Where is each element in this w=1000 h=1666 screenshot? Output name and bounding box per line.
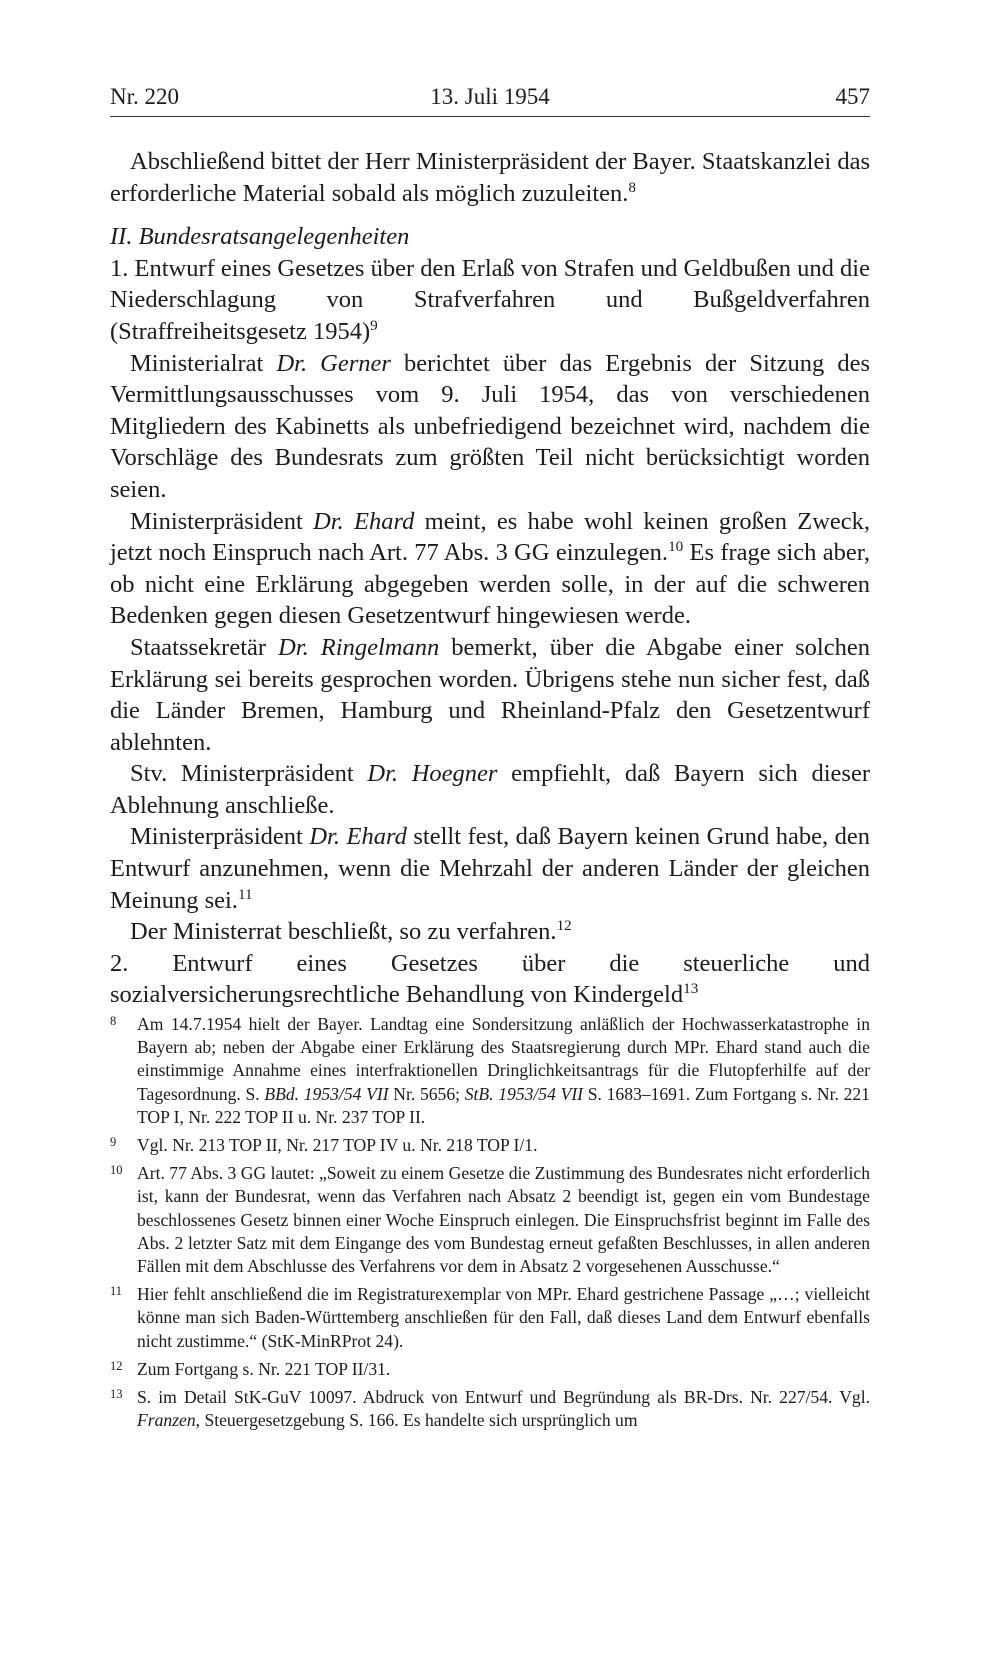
footnote-ref: 11 xyxy=(237,885,253,903)
person-name: Dr. Ehard xyxy=(309,823,407,851)
person-name: Dr. Ehard xyxy=(313,507,415,535)
footnote: 13 S. im Detail StK-GuV 10097. Abdruck von Entwurf und Begründung als BR-Drs. Nr. 227/54. Vgl. Franzen, Steuergesetzgebung S. 166. Es handelte sich ursprünglich um xyxy=(110,1386,870,1432)
footnote-ref: 9 xyxy=(370,316,378,334)
footnote-number: 13 xyxy=(110,1387,123,1402)
main-text xyxy=(110,146,870,1011)
paragraph: Ministerpräsident Dr. Ehard stellt fest, daß Bayern keinen Grund habe, den Entwurf anzunehmen, wenn die Mehrzahl der anderen Länder der gleichen Meinung sei.$^{11}$ xyxy=(110,823,871,914)
footnote-number: 8 xyxy=(110,1014,117,1028)
footnote-number: 12 xyxy=(110,1358,123,1373)
person-name: Dr. Gerner xyxy=(276,349,391,377)
footnote: 10 Art. 77 Abs. 3 GG lautet: „Soweit zu einem Gesetze die Zustimmung des Bundesrates nicht erforderlich ist, kann der Bundesrat, wenn das Verfahren nach Absatz 2 beendigt ist, gegen ein vom Bundestage beschlossenes Gesetz binnen einer Woche Einspruch einlegen. Die Einspruchsfrist beginnt im Falle des Abs. 2 letzter Satz mit dem Eingange des vom Bundestag erneut gefaßten Beschlusses, in allen anderen Fällen mit dem Abschlusse des Verfahrens vor dem in Absatz 2 vorgesehenen Ausschusse.“ xyxy=(110,1162,870,1278)
footnote-number: 10 xyxy=(110,1163,123,1178)
footnote: 11 Hier fehlt anschließend die im Registraturexemplar von MPr. Ehard gestrichene Passage „…; vielleicht könne man sich Baden-Württemberg anschließen für den Fall, daß dieses Land dem Entwurf ebenfalls nicht zustimme.“ (StK-MinRProt 24). xyxy=(110,1283,870,1353)
footnote: 12 Zum Fortgang s. Nr. 221 TOP II/31. xyxy=(110,1358,870,1381)
footnote-number: 11 xyxy=(110,1284,123,1299)
footnotes xyxy=(110,1013,870,1437)
paragraph: Ministerialrat Dr. Gerner berichtet über das Ergebnis der Sitzung des Vermittlungsausschusses vom 9. Juli 1954, das von verschiedenen Mitgliedern des Kabinetts als unbefriedigend bezeichnet wird, nachdem die Vorschläge des Bundesrats zum größten Teil nicht berücksichtigt worden seien. xyxy=(110,349,870,503)
agenda-item: 1. Entwurf eines Gesetzes über den Erlaß von Strafen und Geldbußen und die Niederschlagung von Strafverfahren und Bußgeldverfahren (Straffreiheitsgesetz 1954)$^9$ xyxy=(110,254,870,345)
running-header xyxy=(110,82,870,117)
footnote-ref: 8 xyxy=(628,178,636,196)
page-number: 457 xyxy=(835,84,870,109)
paragraph: Staatssekretär Dr. Ringelmann bemerkt, über die Abgabe einer solchen Erklärung sei bereits gesprochen worden. Übrigens stehe nun sicher fest, daß die Länder Bremen, Hamburg und Rheinland-Pfalz den Gesetzentwurf ablehnten. xyxy=(110,633,870,756)
paragraph: Stv. Ministerpräsident Dr. Hoegner empfiehlt, daß Bayern sich dieser Ablehnung anschließe. xyxy=(110,760,870,819)
document-date: 13. Juli 1954 xyxy=(430,84,550,109)
person-name: Dr. Ringelmann xyxy=(278,633,440,661)
paragraph: Ministerpräsident Dr. Ehard meint, es habe wohl keinen großen Zweck, jetzt noch Einspruch nach Art. 77 Abs. 3 GG einzulegen.$^{10}$ Es frage sich aber, ob nicht eine Erklärung abgegeben werden solle, in der auf die schweren Bedenken gegen diesen Gesetzentwurf hingewiesen werde. xyxy=(110,507,871,630)
footnote-ref: 12 xyxy=(556,917,572,935)
footnote-ref: 13 xyxy=(683,980,699,998)
person-name: Dr. Hoegner xyxy=(367,760,498,788)
paragraph: Der Ministerrat beschließt, so zu verfahren.$^{12}$ xyxy=(130,917,572,946)
footnote-number: 9 xyxy=(110,1135,117,1150)
footnote: 8 Am 14.7.1954 hielt der Bayer. Landtag eine Sondersitzung anläßlich der Hochwasserkatastrophe in Bayern ab; neben der Abgabe einer Erklärung des Staatsregierung durch MPr. Ehard stand auch die einstimmige Annahme eines interfraktionellen Dringlichkeitsantrags für die Flutopferhilfe auf der Tagesordnung. S. BBd. 1953/54 VII Nr. 5656; StB. 1953/54 VII S. 1683–1691. Zum Fortgang s. Nr. 221 TOP I, Nr. 222 TOP II u. Nr. 237 TOP II. xyxy=(110,1013,870,1129)
paragraph: Abschließend bittet der Herr Ministerpräsident der Bayer. Staatskanzlei das erforderliche Material sobald als möglich zuzuleiten.$^8$ xyxy=(110,148,870,207)
section-heading: II. Bundesratsangelegenheiten xyxy=(110,223,410,251)
document-number: Nr. 220 xyxy=(110,84,179,109)
footnote-ref: 10 xyxy=(668,537,684,555)
agenda-item: 2. Entwurf eines Gesetzes über die steuerliche und sozialversicherungsrechtliche Behandlung von Kindergeld$^{13}$ xyxy=(110,949,870,1009)
footnote: 9 Vgl. Nr. 213 TOP II, Nr. 217 TOP IV u. Nr. 218 TOP I/1. xyxy=(110,1134,870,1157)
